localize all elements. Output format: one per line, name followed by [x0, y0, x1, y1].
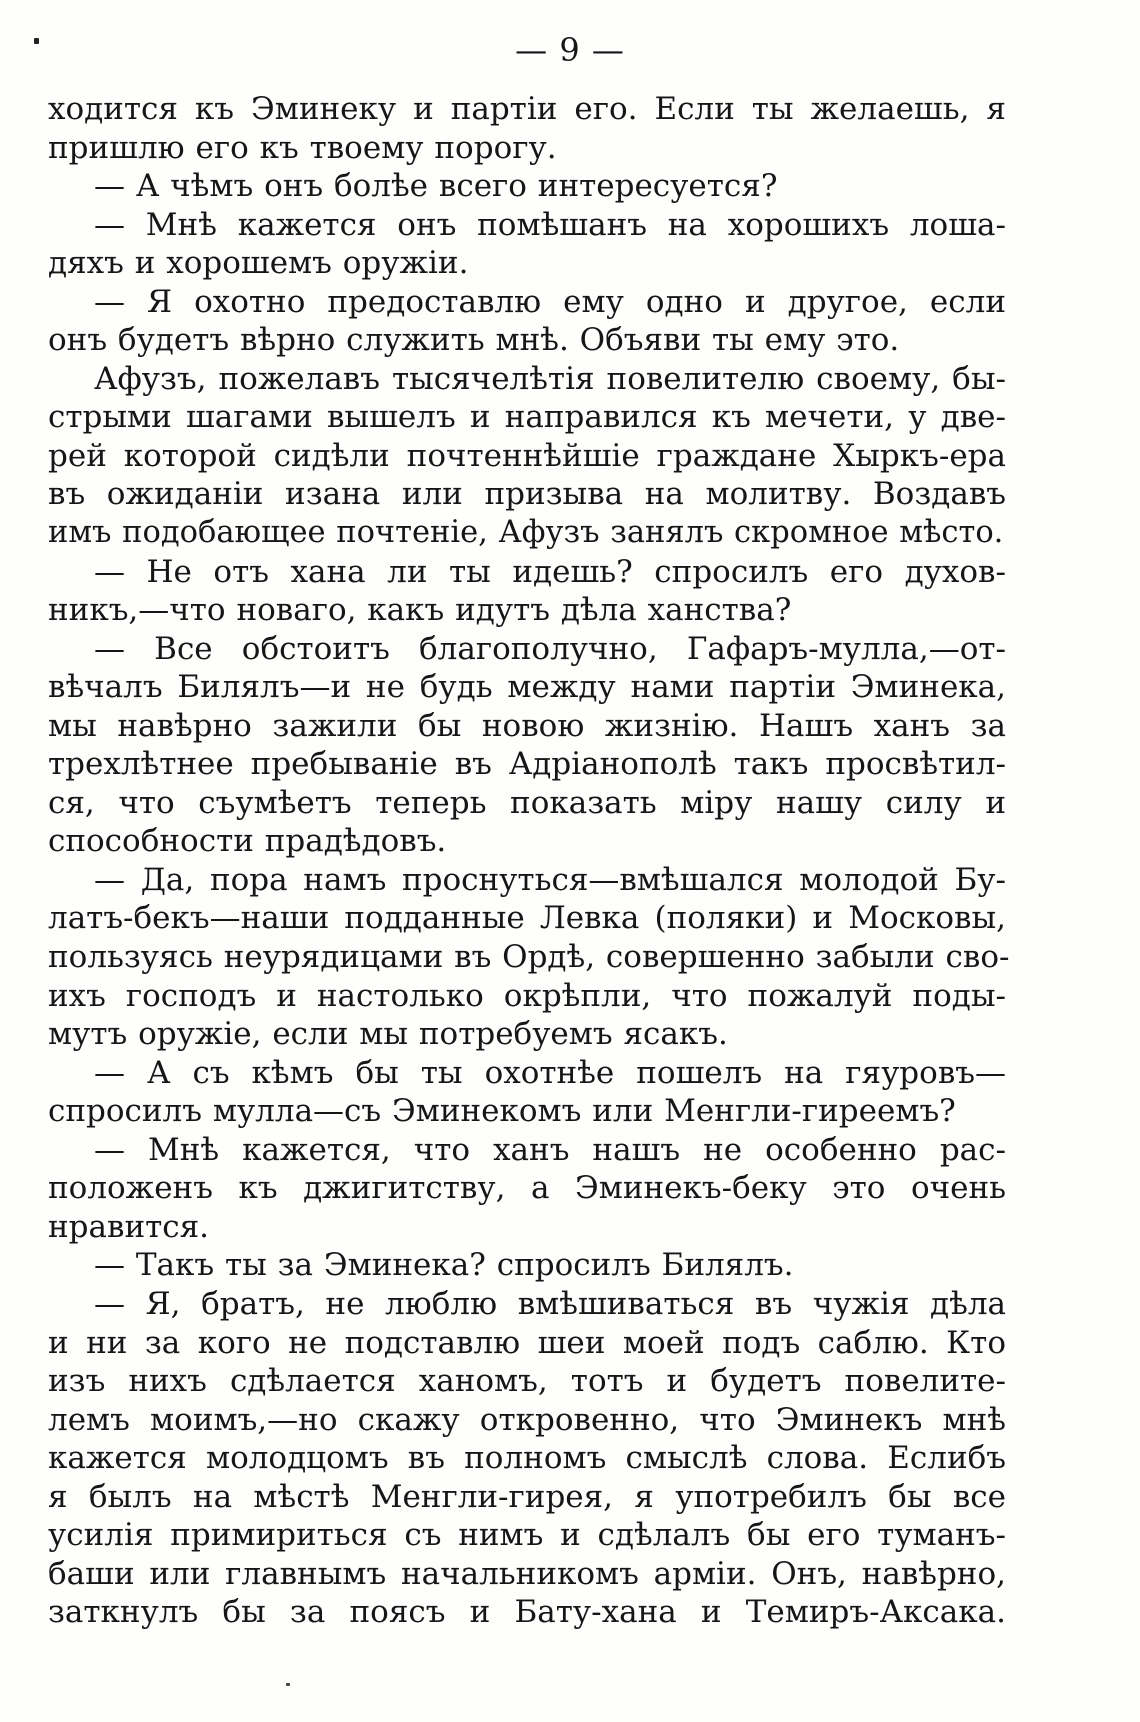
text-line: и ни за кого не подставлю шеи моей подъ саблю. Кто	[48, 1324, 1006, 1361]
text-line: рей которой сидѣли почтеннѣйшіе граждане Хыркъ-ера	[48, 437, 1006, 474]
text-line: лемъ моимъ,—но скажу откровенно, что Эминекъ мнѣ	[48, 1401, 1006, 1438]
text-line: въ ожиданіи изана или призыва на молитву. Воздавъ	[48, 476, 1006, 513]
text-line: баши или главнымъ начальникомъ арміи. Онъ, навѣрно,	[48, 1555, 1006, 1592]
text-line: — Я охотно предоставлю ему одно и другое, если	[94, 283, 1006, 320]
text-line: кажется молодцомъ въ полномъ смыслѣ слова. Еслибъ	[48, 1440, 1006, 1477]
text-line: заткнулъ бы за поясъ и Бату-хана и Темиръ-Аксака.	[48, 1594, 1006, 1631]
text-line: — Мнѣ кажется, что ханъ нашъ не особенно рас-	[94, 1131, 1006, 1168]
text-line: вѣчалъ Билялъ—и не будь между нами партіи Эминека,	[48, 669, 1006, 706]
text-line: — А чѣмъ онъ болѣе всего интересуется?	[94, 168, 778, 205]
page-number: — 9 —	[515, 31, 625, 69]
text-line: положенъ къ джигитству, а Эминекъ-беку это очень	[48, 1170, 1006, 1207]
text-line: я былъ на мѣстѣ Менгли-гирея, я употребилъ бы все	[48, 1478, 1006, 1515]
text-line: спросилъ мулла—съ Эминекомъ или Менгли-гиреемъ?	[48, 1093, 956, 1130]
text-line: — Все обстоитъ благополучно, Гафаръ-мулла,—от-	[94, 630, 1006, 667]
text-line: нравится.	[48, 1208, 210, 1245]
text-line: — Я, братъ, не люблю вмѣшиваться въ чужія дѣла	[94, 1285, 1006, 1322]
text-line: — Такъ ты за Эминека? спросилъ Билялъ.	[94, 1247, 794, 1284]
text-line: пришлю его къ твоему порогу.	[48, 129, 557, 166]
text-line: усилія примириться съ нимъ и сдѣлалъ бы его туманъ-	[48, 1517, 1006, 1554]
text-line: никъ,—что новаго, какъ идутъ дѣла ханства?	[48, 592, 792, 629]
text-line: трехлѣтнее пребываніе въ Адріанополѣ такъ просвѣтил-	[48, 746, 1006, 783]
text-line: — А съ кѣмъ бы ты охотнѣе пошелъ на гяуровъ—	[94, 1054, 1006, 1091]
text-line: онъ будетъ вѣрно служить мнѣ. Объяви ты ему это.	[48, 322, 900, 359]
text-line: пользуясь неурядицами въ Ордѣ, совершенно забыли сво-	[48, 939, 1010, 976]
text-line: мы навѣрно зажили бы новою жизнію. Нашъ ханъ за	[48, 707, 1006, 744]
body-text	[48, 90, 1010, 1632]
text-line: имъ подобающее почтеніе, Афузъ занялъ скромное мѣсто.	[48, 515, 1004, 551]
text-line: ихъ господъ и настолько окрѣпли, что пожалуй поды-	[48, 977, 1006, 1014]
text-line: Афузъ, пожелавъ тысячелѣтія повелителю своему, бы-	[94, 360, 1006, 397]
print-speck-bottom	[286, 1683, 290, 1686]
text-line: мутъ оружіе, если мы потребуемъ ясакъ.	[48, 1016, 728, 1053]
text-line: способности прадѣдовъ.	[48, 823, 447, 860]
text-line: ся, что съумѣетъ теперь показать міру нашу силу и	[48, 784, 1006, 821]
text-line: — Да, пора намъ проснуться—вмѣшался молодой Бу-	[94, 861, 1006, 898]
text-line: дяхъ и хорошемъ оружіи.	[48, 245, 469, 282]
text-line: стрыми шагами вышелъ и направился къ мечети, у две-	[48, 399, 1006, 436]
text-line: — Мнѣ кажется онъ помѣшанъ на хорошихъ лошa-	[94, 206, 1006, 243]
text-line: изъ нихъ сдѣлается ханомъ, тотъ и будетъ повелите-	[48, 1363, 1006, 1400]
text-line: ходится къ Эминеку и партіи его. Если ты желаешь, я	[48, 91, 1006, 127]
text-line: латъ-бекъ—наши подданные Левка (поляки) и Московы,	[48, 900, 1006, 937]
text-line: — Не отъ хана ли ты идешь? спросилъ его духов-	[94, 553, 1006, 590]
